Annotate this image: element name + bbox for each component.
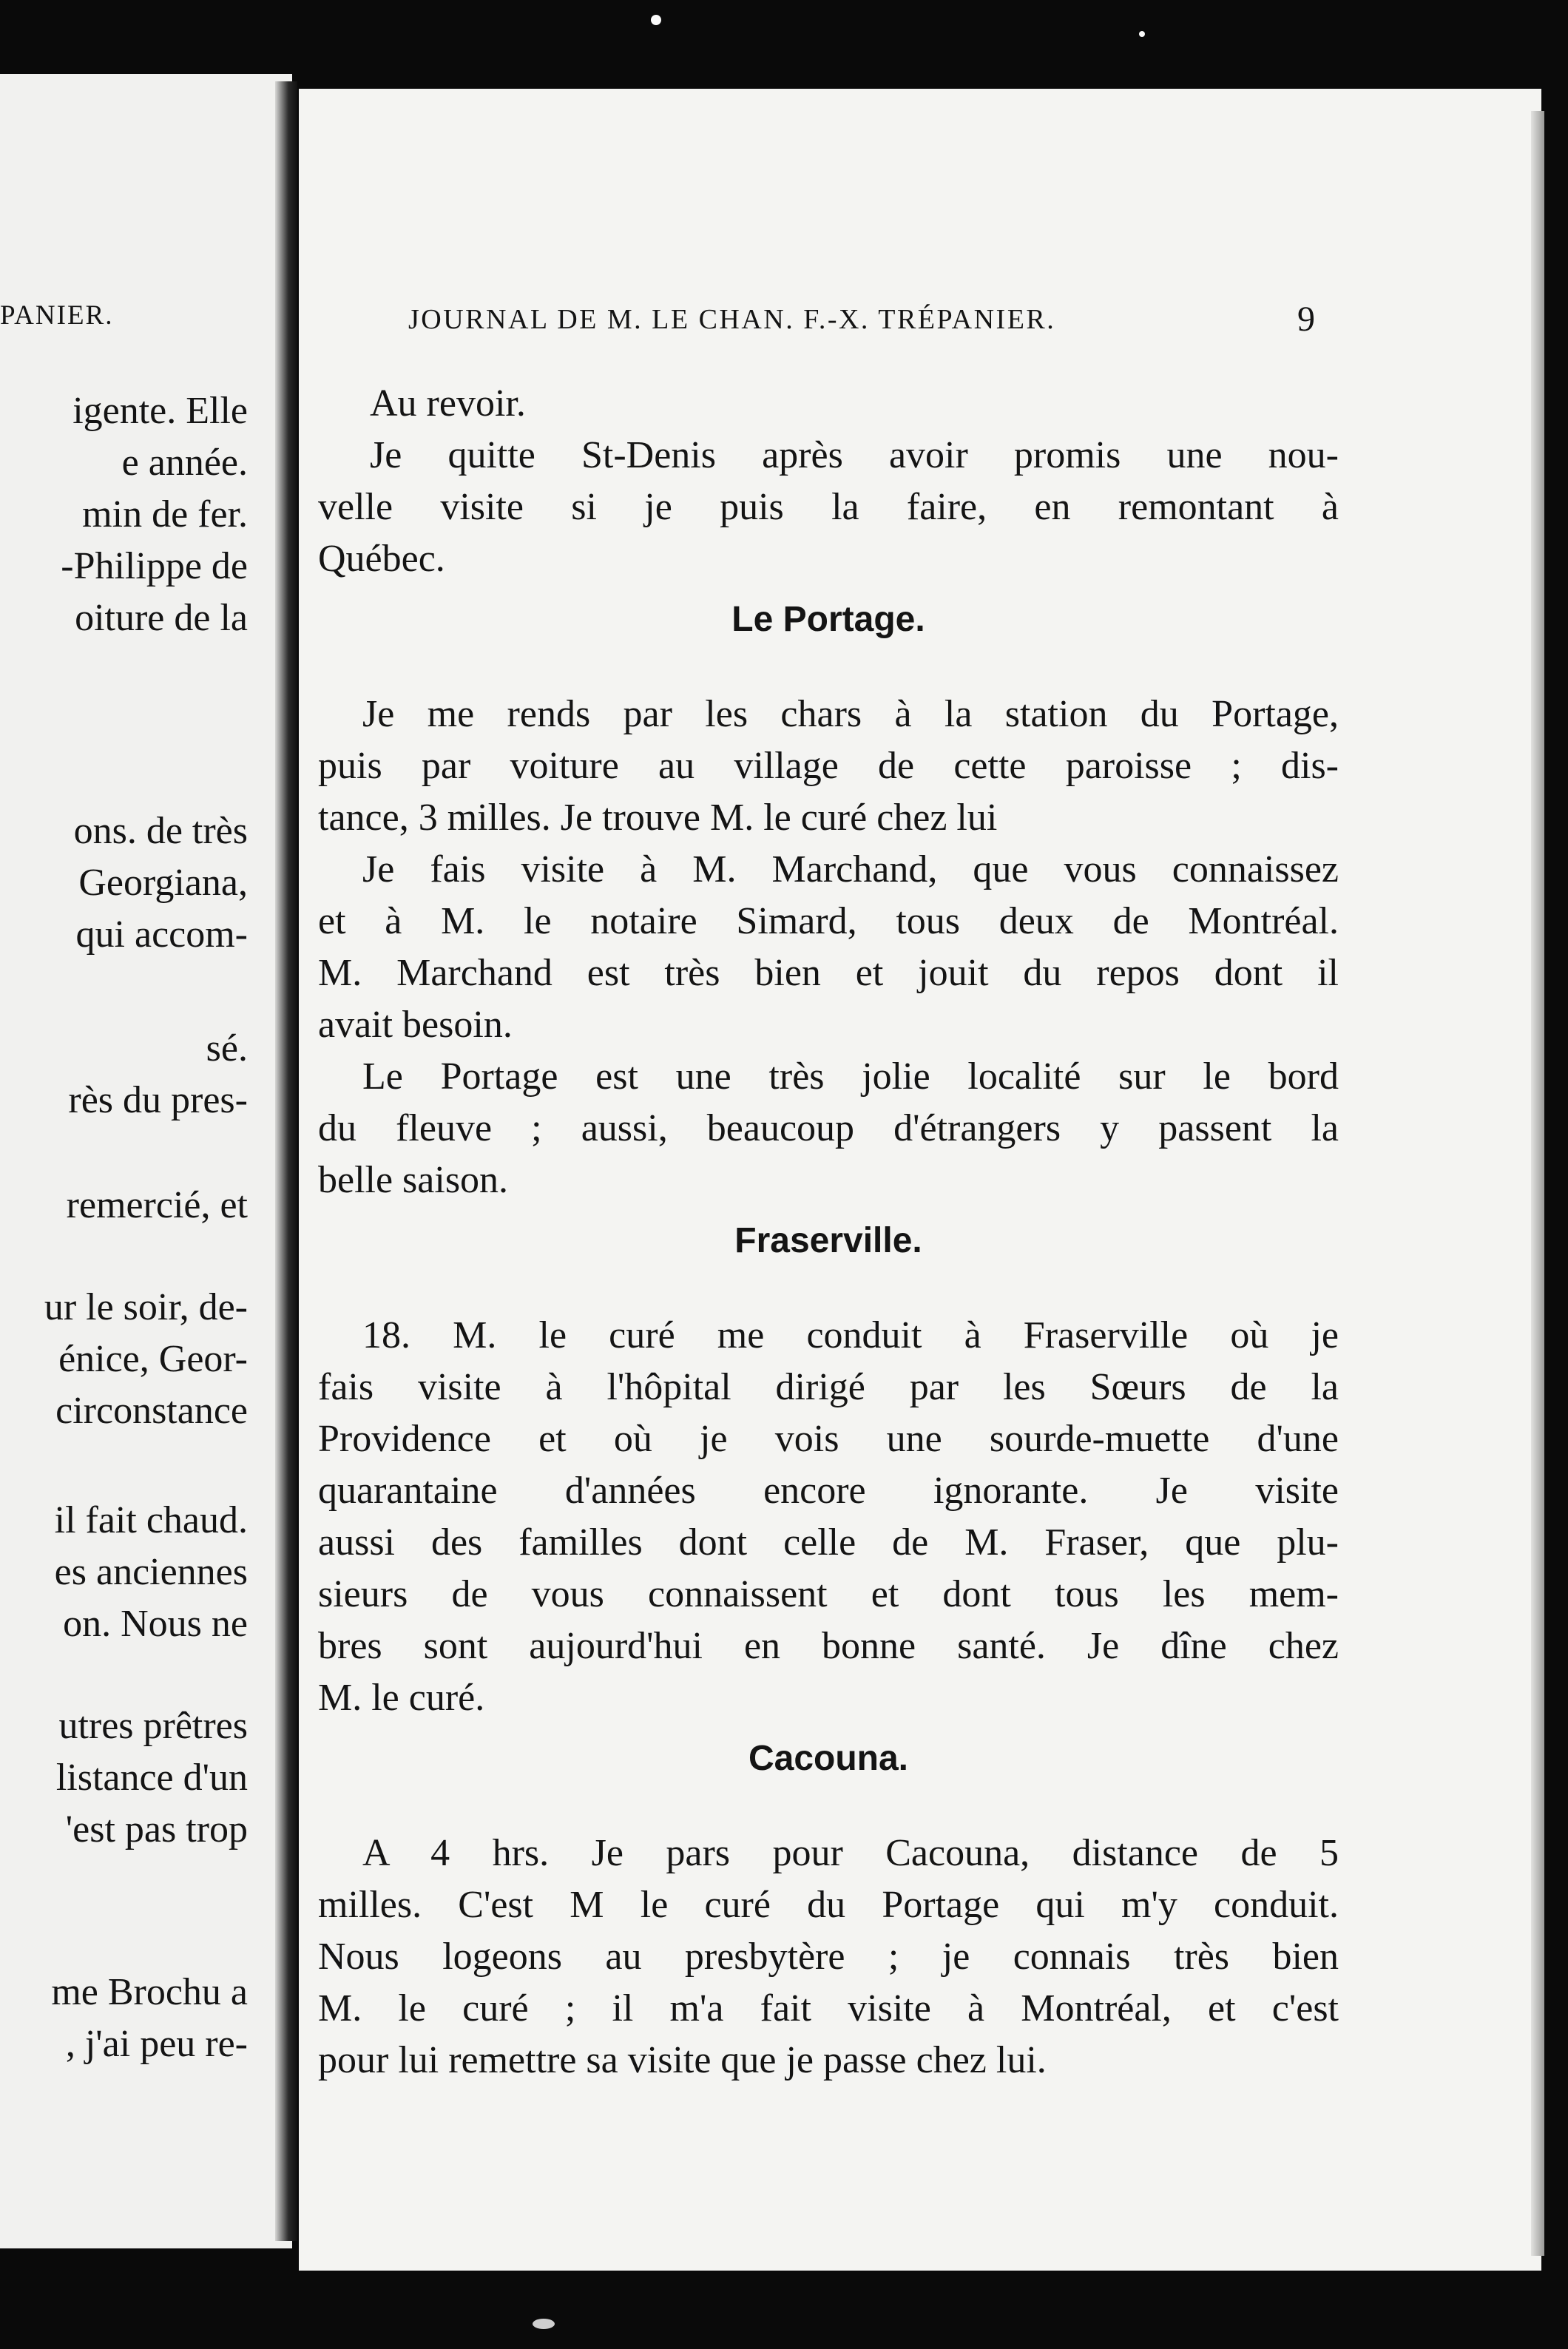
left-line: Georgiana, xyxy=(78,862,248,904)
text-line: Au revoir. xyxy=(370,382,526,425)
left-line: on. Nous ne xyxy=(63,1603,248,1645)
text-line: Je fais visite à M. Marchand, que vous connaissez xyxy=(362,848,1339,890)
left-line: qui accom- xyxy=(75,913,248,956)
left-line: rès du pres- xyxy=(68,1079,248,1121)
text-line: 18. M. le curé me conduit à Fraserville où je xyxy=(362,1314,1339,1356)
left-line: il fait chaud. xyxy=(54,1499,248,1541)
left-line: énice, Geor- xyxy=(58,1338,248,1380)
left-line: ons. de très xyxy=(73,810,248,852)
left-page xyxy=(0,74,292,2248)
left-line: ur le soir, de- xyxy=(44,1286,248,1328)
text-line: Québec. xyxy=(318,538,445,580)
right-page xyxy=(299,89,1541,2271)
page-number: 9 xyxy=(1297,300,1315,339)
text-line: bres sont aujourd'hui en bonne santé. Je dîne chez xyxy=(318,1625,1339,1667)
text-line: quarantaine d'années encore ignorante. Je visite xyxy=(318,1470,1339,1512)
text-line: M. Marchand est très bien et jouit du repos dont il xyxy=(318,952,1339,994)
left-line: utres prêtres xyxy=(58,1705,248,1747)
text-line: A 4 hrs. Je pars pour Cacouna, distance de 5 xyxy=(362,1832,1339,1874)
text-line: aussi des familles dont celle de M. Fraser, que plu- xyxy=(318,1521,1339,1564)
text-line: M. le curé ; il m'a fait visite à Montréal, et c'est xyxy=(318,1987,1339,2029)
left-line: 'est pas trop xyxy=(65,1808,248,1851)
left-line: es anciennes xyxy=(54,1551,248,1593)
left-line: remercié, et xyxy=(66,1184,248,1226)
text-line: velle visite si je puis la faire, en remontant à xyxy=(318,486,1339,528)
text-line: sieurs de vous connaissent et dont tous les mem- xyxy=(318,1573,1339,1615)
section-heading-fraserville: Fraserville. xyxy=(734,1221,922,1260)
text-line: Nous logeons au presbytère ; je connais très bien xyxy=(318,1936,1339,1978)
left-line: sé. xyxy=(206,1027,248,1069)
text-line: milles. C'est M le curé du Portage qui m'y conduit. xyxy=(318,1884,1339,1926)
text-line: puis par voiture au village de cette paroisse ; dis- xyxy=(318,745,1339,787)
left-running-head: PANIER. xyxy=(0,300,114,331)
left-line: me Brochu a xyxy=(51,1971,248,2013)
text-line: tance, 3 milles. Je trouve M. le curé chez lui xyxy=(318,797,998,839)
section-heading-le-portage: Le Portage. xyxy=(731,600,925,639)
body-text xyxy=(318,89,1561,2271)
book-gutter xyxy=(275,81,297,2241)
left-line: min de fer. xyxy=(82,493,248,535)
text-line: M. le curé. xyxy=(318,1677,485,1719)
scan-speck xyxy=(651,15,661,25)
left-line: circonstance xyxy=(55,1390,248,1432)
left-line: , j'ai peu re- xyxy=(65,2023,248,2065)
text-line: Le Portage est une très jolie localité sur le bord xyxy=(362,1055,1339,1098)
left-line: e année. xyxy=(121,442,248,484)
text-line: Je quitte St-Denis après avoir promis une nou- xyxy=(370,434,1339,476)
text-line: du fleuve ; aussi, beaucoup d'étrangers y passent la xyxy=(318,1107,1339,1149)
running-head: JOURNAL DE M. LE CHAN. F.-X. TRÉPANIER. xyxy=(408,304,1056,335)
scan-speck xyxy=(533,2319,555,2329)
text-line: belle saison. xyxy=(318,1159,509,1201)
text-line: Je me rends par les chars à la station du Portage, xyxy=(362,693,1339,735)
text-line: Providence et où je vois une sourde-muette d'une xyxy=(318,1418,1339,1460)
section-heading-cacouna: Cacouna. xyxy=(748,1739,909,1778)
left-line: oiture de la xyxy=(75,597,248,639)
text-line: et à M. le notaire Simard, tous deux de Montréal. xyxy=(318,900,1339,942)
text-line: fais visite à l'hôpital dirigé par les Sœurs de la xyxy=(318,1366,1339,1408)
page-edge xyxy=(1531,111,1544,2256)
text-line: pour lui remettre sa visite que je passe chez lui. xyxy=(318,2039,1047,2081)
left-line: -Philippe de xyxy=(61,545,248,587)
left-line: igente. Elle xyxy=(72,390,248,432)
text-line: avait besoin. xyxy=(318,1004,513,1046)
scan-speck xyxy=(1139,31,1145,37)
left-line: listance d'un xyxy=(55,1757,248,1799)
